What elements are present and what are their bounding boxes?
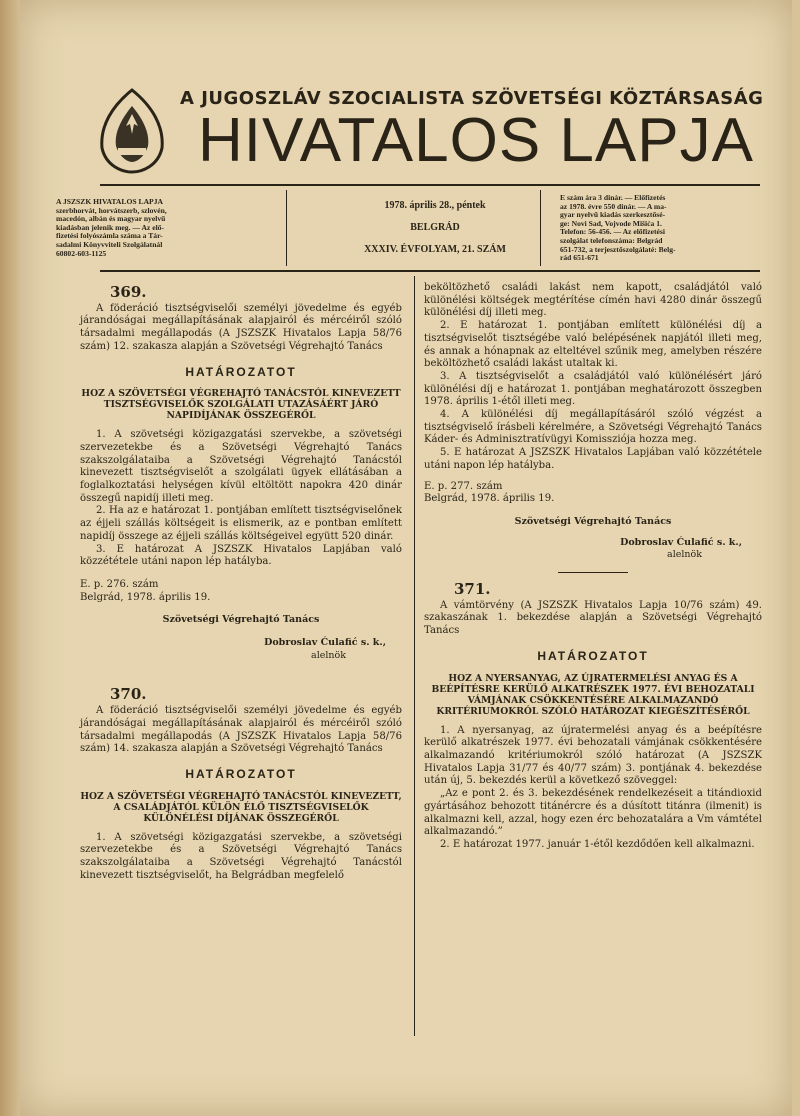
decree-paragraph: 3. A tisztségviselőt a családjától való különélésért járó különélési díj e határozat 1. pontjában meghatározott összegben 1978. április 1-étől illeti meg. [424,370,762,408]
signer-name: Dobroslav Ćulafić s. k., [620,536,742,548]
signer-role: alelnök [311,649,346,661]
decree-paragraph: 1. A nyersanyag, az újratermelési anyag és a beépítésre kerülő alkatrészek 1977. évi behozatali vámjának csökkentésére alkalmazandó kritériumokról szóló határozat (A JSZSZK Hivatalos Lapja 31/77 és 40/77 szám) 3. pontjának 4. bekezdése után új, 5. bekezdés kerül a következő szöveggel: [424,724,762,787]
signer-name: Dobroslav Ćulafić s. k., [264,637,386,649]
decree-paragraph: 3. E határozat A JSZSZK Hivatalos Lapjában való közzététele utáni napon lép hatályba. [80,543,402,568]
decree-number: 369. [110,283,147,301]
info-right-line: szolgálat telefonszáma: Belgrád [560,235,663,245]
info-right-line: az 1978. évre 550 dinár. — A ma- [560,201,667,211]
decree-number: 370. [110,685,147,704]
decree-reference: E. p. 276. szám [80,578,159,590]
header-divider [540,190,541,266]
decree-continuation: beköltözhető családi lakást nem kapott, családjától való különélési költségek megtérítése címén havi 4280 dinár összegű különélési díj illeti meg. [424,282,762,319]
subscription-info-right [560,194,766,263]
decree-subheading: HOZ A SZÖVETSÉGI VÉGREHAJTÓ TANÁCSTÓL KINEVEZETT TISZTSÉGVISELŐK SZOLGÁLATI UTAZÁSÁÉRT JÁRÓ NAPIDÍJÁNAK ÖSSZEGÉRŐL [81,388,401,422]
column-divider [414,276,415,1036]
info-right-line: E szám ára 3 dinár. — Előfizetés [560,193,666,202]
issue-volume: XXXIV. ÉVFOLYAM, 21. SZÁM [364,244,506,255]
decree-paragraph: 2. Ha az e határozat 1. pontjában említett tisztségviselőnek az éjjeli szállás költségeit is elismerik, az e pontban említett napidíj összege az éjjeli szállás költségeivel együtt 520 dinár. [80,505,402,542]
right-column [424,282,762,852]
left-column [80,283,402,883]
info-left-line: 60802-603-1125 [56,248,107,258]
info-right-line: 651-732, a terjesztőszolgálaté: Belg- [560,244,676,254]
info-right-line: Telefon: 56-456. — Az előfizetési [560,227,665,237]
decree-paragraph: 1. A szövetségi közigazgatási szervekbe, a szövetségi szervezetekbe és a Szövetségi Végrehajtó Tanács szakszolgálataiba a Szövetségi Végrehajtó Tanácstól kinevezett tisztségviselőt, ha Belgrádban megfelelő [80,831,402,881]
info-right-line: gyar nyelvű kiadás szerkesztősé- [560,210,666,220]
info-right-line: ge: Novi Sad, Vojvode Mišića 1. [560,218,662,228]
decree-reference: E. p. 277. szám [424,480,503,492]
decree-number: 371. [454,580,491,599]
decree-intro: A föderáció tisztségviselői személyi jövedelme és egyéb járandóságai megállapításának alapjairól és mércéiről szóló társadalmi megállapodás (A JSZSZK Hivatalos Lapja 58/76 szám) 12. szakasza alapján a Szövetségi Végrehajtó Tanács [80,302,402,352]
section-separator [558,572,628,573]
decree-paragraph: 2. E határozat 1. pontjában említett különélési díj a tisztségviselőt tisztségébe való belépésének napjától illeti meg, és annak a hónapnak az elteltével szűnik meg, amelyben részére beköltözhető családi lakást utaltak ki. [424,320,762,370]
decree-heading: HATÁROZATOT [185,766,297,781]
decree-intro: A föderáció tisztségviselői személyi jövedelme és egyéb járandóságai megállapításának alapjairól és mércéiről szóló társadalmi megállapodás (A JSZSZK Hivatalos Lapja 58/76 szám) 14. szakasza alapján a Szövetségi Végrehajtó Tanács [80,705,402,755]
header-divider [286,190,287,266]
info-right-line: rád 651-671 [560,253,599,263]
decree-paragraph: 5. E határozat A JSZSZK Hivatalos Lapjában való közzététele utáni napon lép hatályba. [424,447,762,471]
page-binding-edge [0,0,20,1116]
gazette-title: HIVATALOS LAPJA [198,106,754,175]
decree-subheading: HOZ A SZÖVETSÉGI VÉGREHAJTÓ TANÁCSTÓL KINEVEZETT, A CSALÁDJÁTÓL KÜLÖN ÉLŐ TISZTSÉGVISELŐK KÜLÖNÉLÉSI DÍJÁNAK ÖSSZEGÉRŐL [80,790,402,824]
decree-quote: „Az e pont 2. és 3. bekezdésének rendelkezéseit a titándioxid gyártásához behozott titánércre és a dúsított titánra (ilmenit) is alkalmazni kell, azzal, hogy ezen érc behozatalára a Vm vámtétel alkalmazandó.” [424,788,762,838]
info-left-line: kiadásban jelenik meg. — Az elő- [56,222,165,232]
info-left-line: szerbhorvát, horvátszerb, szlovén, [56,205,167,215]
info-left-line: A JSZSZK HIVATALOS LAPJA [56,197,163,206]
decree-place-date: Belgrád, 1978. április 19. [424,493,555,505]
council-name: Szövetségi Végrehajtó Tanács [162,614,320,626]
decree-place-date: Belgrád, 1978. április 19. [80,591,211,603]
decree-intro: A vámtörvény (A JSZSZK Hivatalos Lapja 10/76 szám) 49. szakaszának 1. bekezdése alapján a Szövetségi Végrehajtó Tanács [424,599,762,637]
header-bottom-rule [100,270,760,272]
signer-role: alelnök [667,549,702,561]
issue-date: 1978. április 28., péntek [384,200,486,211]
council-name: Szövetségi Végrehajtó Tanács [514,515,672,527]
decree-paragraph: 1. A szövetségi közigazgatási szervekbe, a szövetségi szervezetekbe és a Szövetségi Végrehajtó Tanács szakszolgálataiba a Szövetségi Végrehajtó Tanácstól kinevezett tisztségviselőt a szolgálati ügyek ellátásában a foglalkoztatási helységen kívül eltöltött napokra 420 dinár összegű napidíj illeti meg. [80,429,402,504]
decree-heading: HATÁROZATOT [185,364,297,379]
info-left-line: fizetési folyószámla száma a Tár- [56,231,163,241]
state-emblem-icon [92,86,172,174]
subscription-info-left [56,198,284,258]
info-left-line: macedón, albán és magyar nyelvű [56,214,166,224]
republic-name: A JUGOSZLÁV SZOCIALISTA SZÖVETSÉGI KÖZTÁRSASÁG [180,88,764,109]
issue-info [320,200,550,266]
decree-subheading: HOZ A NYERSANYAG, AZ ÚJRATERMELÉSI ANYAG ÉS A BEÉPÍTÉSRE KERÜLŐ ALKATRÉSZEK 1977. ÉVI BEHOZATALI VÁMJÁNAK CSÖKKENTÉSÉRE ALKALMAZANDÓ KRITÉRIUMOKRÓL SZÓLÓ HATÁROZAT KIEGÉSZÍTÉSÉRŐL [431,672,755,717]
decree-paragraph: 4. A különélési díj megállapításáról szóló végzést a tisztségviselő írásbeli kérelmére, a Szövetségi Végrehajtó Tanács Káder- és Adminisztratívügyi Komissziója hozza meg. [424,409,762,446]
header-top-rule [100,184,760,186]
issue-city: BELGRÁD [410,222,460,233]
gazette-page [20,0,792,1116]
decree-paragraph: 2. E határozat 1977. január 1-étől kezdődően kell alkalmazni. [440,838,755,850]
info-left-line: sadalmi Könyvviteli Szolgálatnál [56,239,163,249]
decree-heading: HATÁROZATOT [537,648,649,663]
